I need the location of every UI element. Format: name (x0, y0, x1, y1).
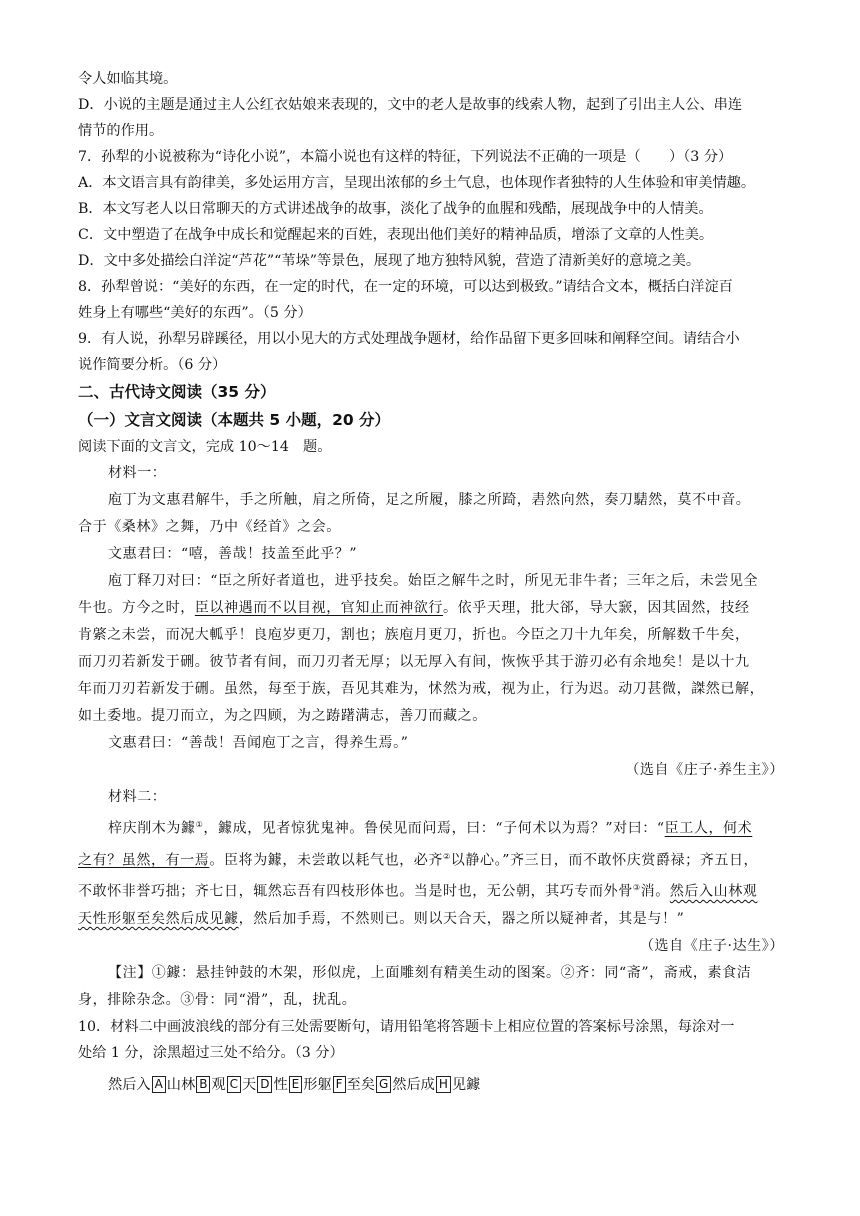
footnote-ref: ② (443, 851, 451, 861)
material1-para1-line2: 合于《桑林》之舞，乃中《经首》之会。 (78, 519, 341, 535)
segment: 天 (242, 1076, 257, 1093)
text-run: （选自《 (625, 762, 684, 778)
underlined-sentence: 臣以神遇而不以目视，官知止而神欲行 (194, 600, 444, 616)
material1-para3-line4: 而刀刃若新发于硎。彼节者有间，而刀刃者无厚；以无厚入有间，恢恢乎其于游刃必有余地矣！是以十九 (78, 654, 750, 670)
material1-source (78, 757, 786, 784)
q10-line2: 处给 1 分，涂黑超过三处不给分。（3 分） (78, 1044, 344, 1061)
q9-line2: 说作简要分析。（6 分） (78, 357, 227, 373)
text-run: 如土委地。提刀而立，为之四顾，为之 (78, 708, 327, 724)
text-run: ，然后加手焉，不然则已。则以天合天，器之所以疑神者，其是与！” (238, 910, 685, 927)
text-run: 牛也。方今之时， (78, 600, 195, 616)
text-run: 梓庆削木为鐻 (108, 820, 196, 837)
material1-para2: 文惠君曰：“嘻，善哉！技盖至此乎？” (108, 546, 358, 562)
wavy-underlined-text: 然后入山林观 (669, 883, 758, 900)
notes-line1: 【注】①鐻：悬挂钟鼓的木架，形似虎，上面雕刻有精美生动的图案。②齐：同“斋”，斋戒，素食洁 (108, 964, 752, 981)
text-run: ，鐻成，见者惊犹鬼神。鲁侯见而问焉，曰：“子何术以为焉？”对曰：“ (203, 820, 665, 837)
q7-option-c: C．文中塑造了在战争中成长和觉醒起来的百姓，表现出他们美好的精神品质，增添了文章的人性美。 (78, 227, 714, 243)
material2-line3 (78, 874, 786, 906)
material1-para3-line6 (78, 703, 786, 730)
segment: 山林 (166, 1076, 196, 1093)
material1-para1-line1: 庖丁为文惠君解牛，手之所触，肩之所倚，足之所履，膝之所踦，砉然向然，奏刀騞然，莫不中音。 (108, 492, 751, 508)
q7-option-d: D．文中多处描绘白洋淀“芦花”“苇垛”等景色，展现了地方独特风貌，营造了清新美好的意境之美。 (78, 253, 701, 269)
material1-para3-line5: 年而刀刃若新发于硎。虽然，每至于族，吾见其难为，怵然为戒，视为止，行为迟。动刀甚微，謋然已解， (78, 681, 765, 697)
q6-option-d-line1: D．小说的主题是通过主人公红衣姑娘来表现的，文中的老人是故事的线索人物，起到了引出主人公、串连 (78, 97, 743, 113)
text-run: 子·养生主》） (698, 762, 784, 778)
exam-page (78, 66, 786, 1098)
text-run: 躇满志，善刀而藏之。 (340, 708, 487, 724)
segment: 形躯 (303, 1076, 332, 1093)
material2-line2 (78, 843, 786, 875)
material1-label: 材料一： (108, 465, 167, 481)
segment: 然后成 (392, 1076, 435, 1093)
segment: 然后入 (108, 1076, 151, 1093)
section-title: 二、古代诗文阅读（35 分） (78, 383, 276, 401)
q6-option-c-tail: 令人如临其境。 (78, 71, 178, 87)
answer-box-f[interactable]: F (333, 1076, 346, 1093)
answer-box-e[interactable]: E (289, 1076, 303, 1093)
footnote-ref: ③ (632, 883, 641, 893)
segment: 性 (273, 1076, 288, 1093)
segment: 观 (211, 1076, 226, 1093)
answer-box-g[interactable]: G (376, 1076, 391, 1093)
material1-para4: 文惠君曰：“善哉！吾闻庖丁之言，得养生焉。” (108, 735, 409, 751)
q10-line1: 10．材料二中画波浪线的部分有三处需要断句，请用铅笔将答题卡上相应位置的答案标号涂黑，每涂对一 (78, 1018, 735, 1035)
dotted-char: 踌 (326, 708, 341, 724)
text-run: 。臣将为鐻，未尝敢以耗气也，必齐 (209, 852, 444, 869)
segment: 至矣 (346, 1076, 375, 1093)
answer-box-a[interactable]: A (152, 1076, 166, 1093)
q7-option-b: B．本文写老人以日常聊天的方式讲述战争的故事，淡化了战争的血腥和残酷，展现战争中的人情美。 (78, 201, 713, 217)
material1-para3-line2 (78, 595, 786, 622)
text-run: 消。 (640, 883, 670, 900)
material2-line1 (78, 811, 786, 843)
answer-box-h[interactable]: H (436, 1076, 451, 1093)
text-run: 以静心。”齐三日，而不敢怀庆赏爵禄；齐五日， (450, 852, 759, 869)
section-intro: 阅读下面的文言文，完成 10～14 题。 (78, 439, 332, 455)
answer-box-c[interactable]: C (227, 1076, 241, 1093)
subsection-title: （一）文言文阅读（本题共 5 小题，20 分） (78, 411, 391, 429)
notes-line2: 身，排除杂念。③骨：同“滑”，乱，扰乱。 (78, 991, 357, 1008)
dotted-char: 庄 (683, 762, 699, 778)
wavy-underlined-text: 天性形躯至矣然后成见鐻 (78, 910, 239, 927)
underlined-sentence: 之有？虽然，有一焉 (78, 852, 210, 869)
q8-line1: 8．孙犁曾说：“美好的东西，在一定的时代，在一定的环境，可以达到极致。”请结合文本，概括白洋淀百 (78, 279, 733, 295)
material2-line4 (78, 906, 786, 933)
text-run: 。依乎天理，批大郤，导大窾，因其固然，技经 (443, 600, 750, 616)
q9-line1: 9．有人说，孙犁另辟蹊径，用以小见大的方式处理战争题材，给作品留下更多回味和阐释空间。请结合小 (78, 331, 740, 347)
answer-box-b[interactable]: B (196, 1076, 210, 1093)
material2-source: （选自《庄子·达生》） (639, 937, 784, 954)
answer-box-d[interactable]: D (257, 1076, 272, 1093)
material2-label: 材料二： (108, 789, 167, 805)
q10-answer-segments (78, 1072, 786, 1098)
text-run: 不敢怀非誉巧拙；齐七日，辄然忘吾有四枝形体也。当是时也，无公朝，其巧专而外骨 (78, 883, 633, 900)
underlined-sentence: 臣工人，何术 (664, 820, 753, 837)
q7-option-a: A．本文语言具有韵律美，多处运用方言，呈现出浓郁的乡土气息，也体现作者独特的人生体验和审美情趣。 (78, 175, 756, 191)
q6-option-d-line2: 情节的作用。 (78, 123, 164, 139)
footnote-ref: ① (195, 820, 204, 829)
material1-para3-line1: 庖丁释刀对曰：“臣之所好者道也，进乎技矣。始臣之解牛之时，所见无非牛者；三年之后，未尝见全 (108, 573, 759, 589)
segment: 见鐻 (451, 1076, 481, 1093)
q8-line2: 姓身上有哪些“美好的东西”。（5 分） (78, 305, 312, 321)
q7-stem: 7．孙犁的小说被称为“诗化小说”，本篇小说也有这样的特征，下列说法不正确的一项是（ ）（3 分） (78, 149, 733, 165)
material1-para3-line3: 肯綮之未尝，而况大軱乎！良庖岁更刀，割也；族庖月更刀，折也。今臣之刀十九年矣，所解数千牛矣， (78, 627, 750, 643)
